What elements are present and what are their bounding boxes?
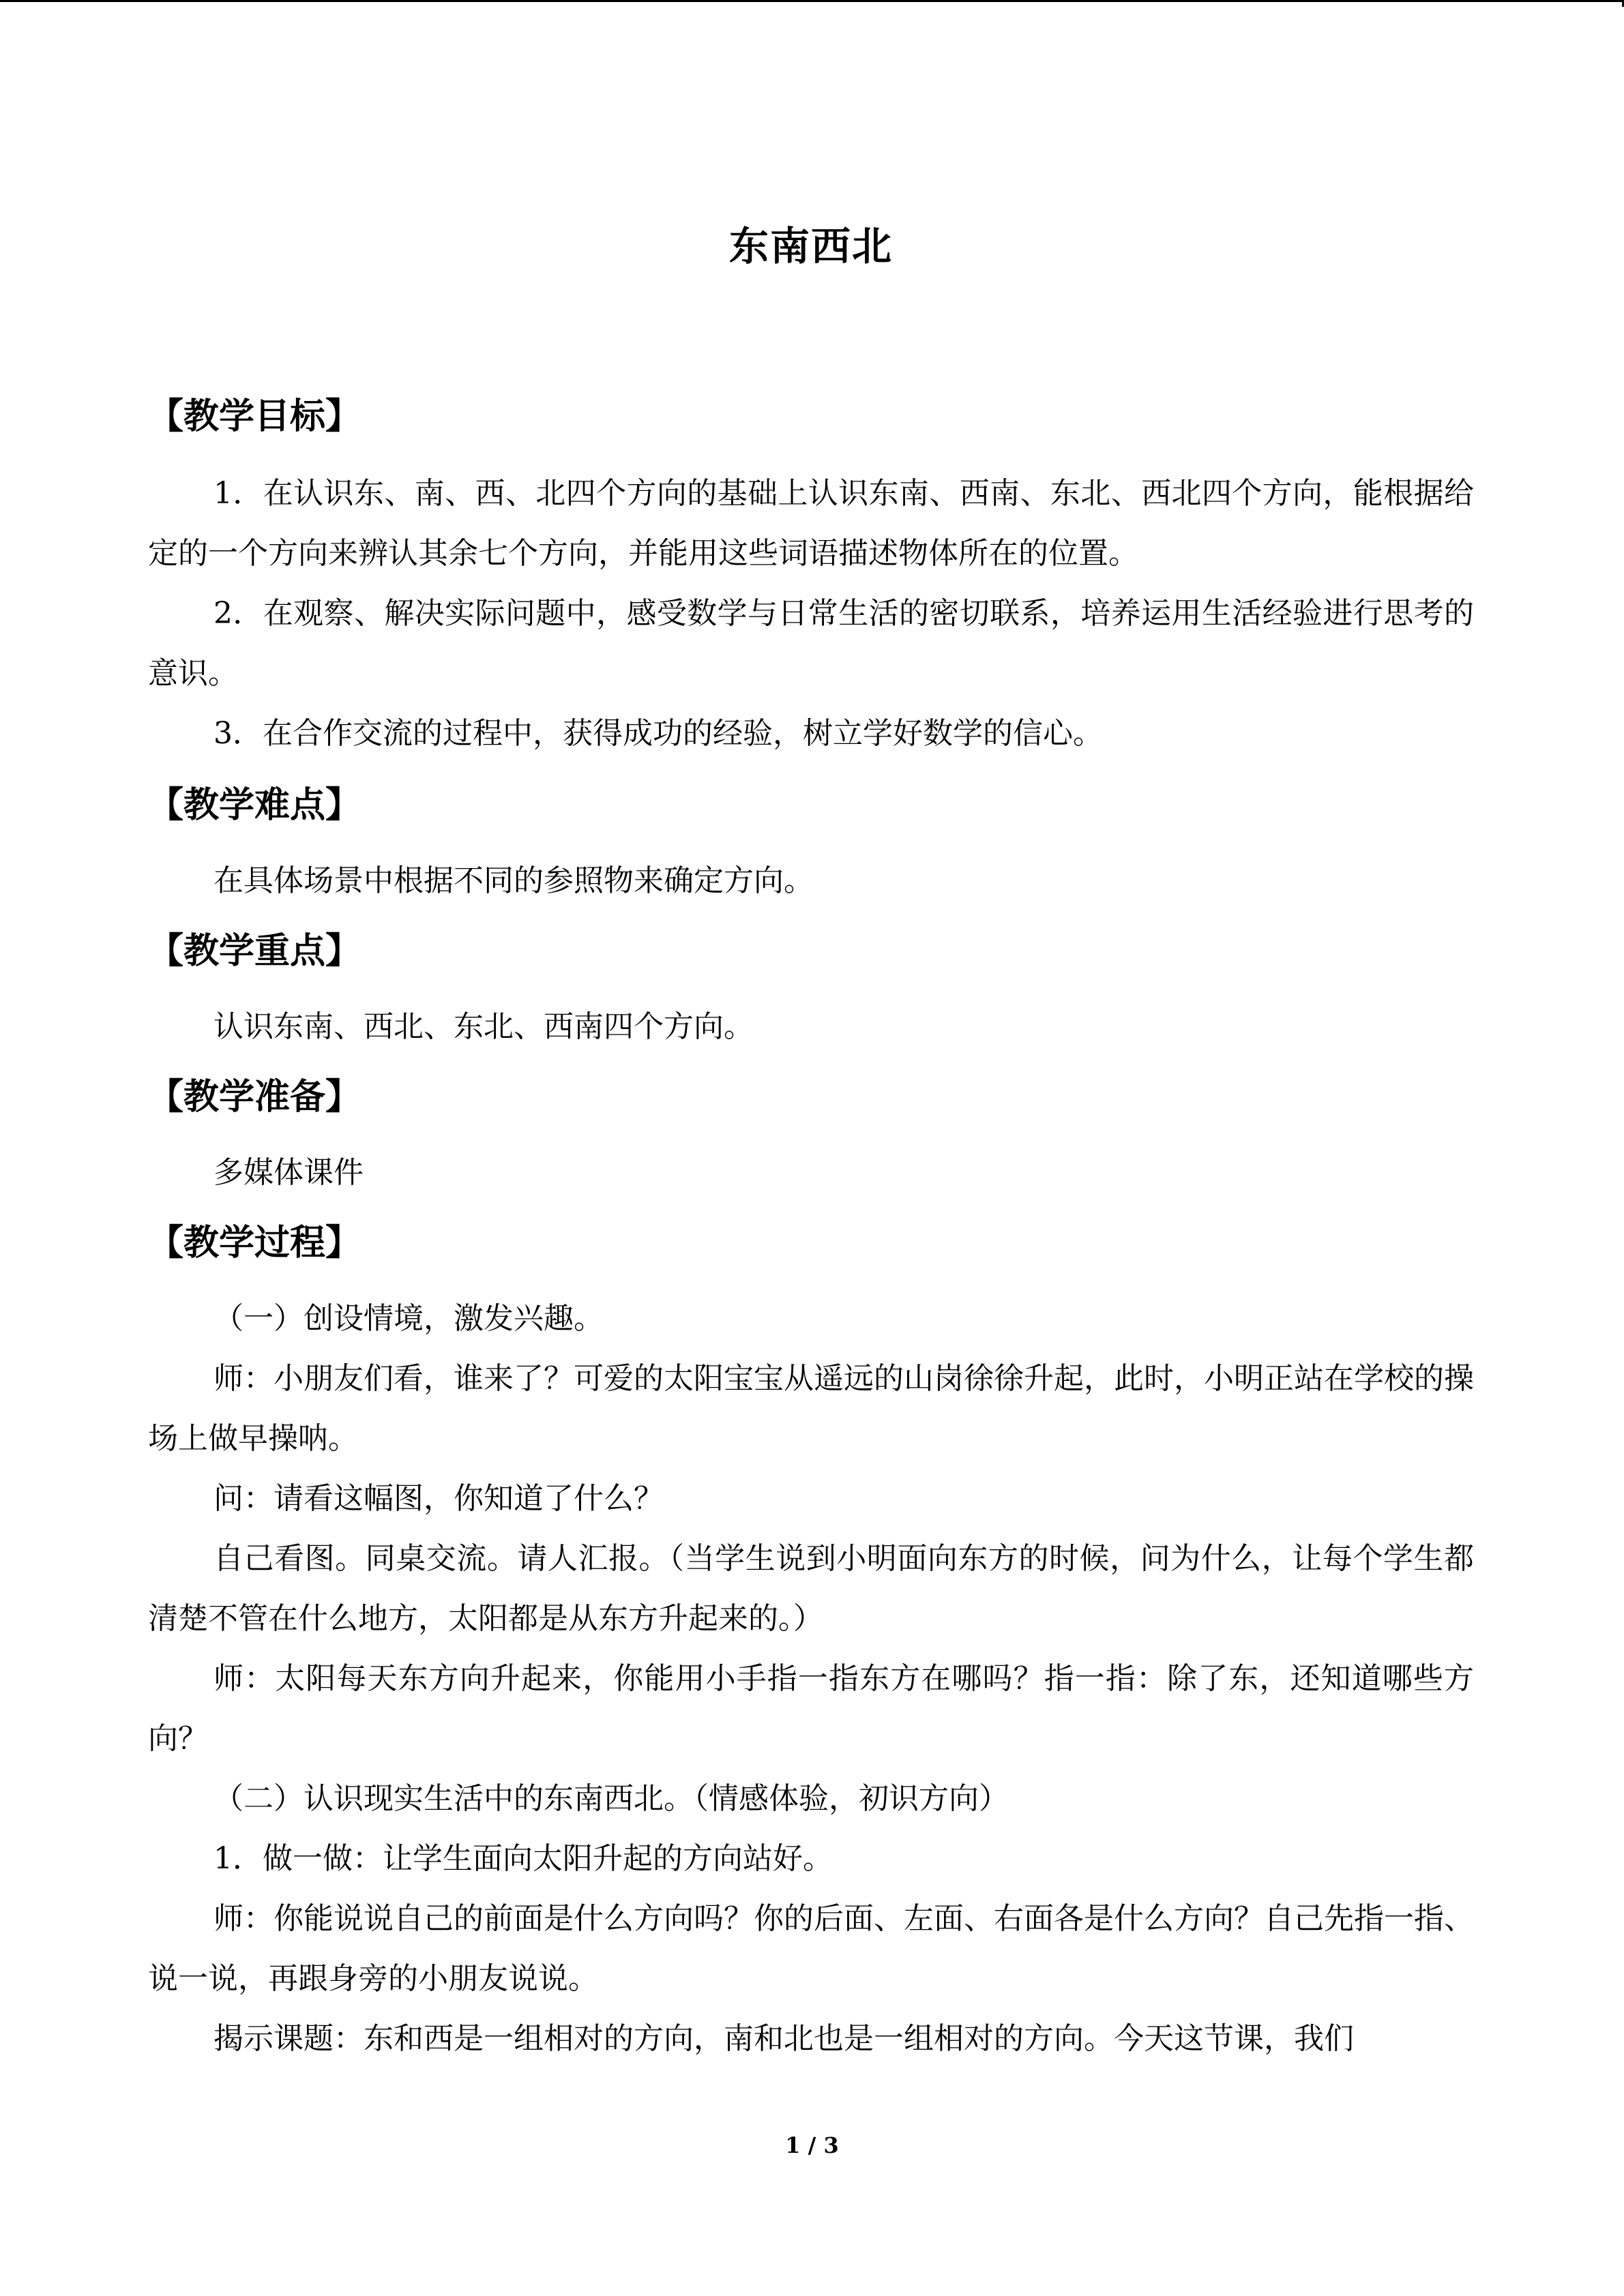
process-paragraph: 自己看图。同桌交流。请人汇报。（当学生说到小明面向东方的时候，问为什么，让每个学生都清楚不管在什么地方，太阳都是从东方升起来的。） bbox=[148, 1541, 1474, 1636]
goal-item-3: 3．在合作交流的过程中，获得成功的经验，树立学好数学的信心。 bbox=[213, 716, 1103, 751]
goal-item-1: 1．在认识东、南、西、北四个方向的基础上认识东南、西南、东北、西北四个方向，能根据给定的一个方向来辨认其余七个方向，并能用这些词语描述物体所在的位置。 bbox=[148, 476, 1474, 571]
heading-teaching-key-point: 【教学重点】 bbox=[148, 931, 361, 972]
process-paragraph: （二）认识现实生活中的东南西北。（情感体验，初识方向） bbox=[213, 1781, 1009, 1816]
heading-teaching-difficulty: 【教学难点】 bbox=[148, 785, 361, 826]
process-paragraph: 师：太阳每天东方向升起来，你能用小手指一指东方在哪吗？指一指：除了东，还知道哪些方向？ bbox=[148, 1661, 1474, 1756]
heading-teaching-goals: 【教学目标】 bbox=[148, 396, 361, 437]
process-paragraph: （一）创设情境，激发兴趣。 bbox=[213, 1301, 604, 1336]
process-paragraph: 问：请看这幅图，你知道了什么？ bbox=[213, 1481, 664, 1516]
heading-teaching-preparation: 【教学准备】 bbox=[148, 1077, 361, 1118]
page-title: 东南西北 bbox=[728, 223, 893, 269]
process-paragraph: 师：小朋友们看，谁来了？可爱的太阳宝宝从遥远的山岗徐徐升起，此时，小明正站在学校的操场上做早操呐。 bbox=[148, 1361, 1474, 1456]
goal-item-2: 2．在观察、解决实际问题中，感受数学与日常生活的密切联系，培养运用生活经验进行思考的意识。 bbox=[148, 596, 1474, 691]
process-paragraph: 1．做一做：让学生面向太阳升起的方向站好。 bbox=[213, 1841, 833, 1876]
heading-teaching-process: 【教学过程】 bbox=[148, 1223, 361, 1264]
key-point-text: 认识东南、西北、东北、西南四个方向。 bbox=[213, 1009, 754, 1044]
preparation-text: 多媒体课件 bbox=[213, 1155, 364, 1190]
page-top-border bbox=[0, 0, 1624, 2]
process-paragraph: 揭示课题：东和西是一组相对的方向，南和北也是一组相对的方向。今天这节课，我们 bbox=[213, 2021, 1354, 2056]
process-paragraph: 师：你能说说自己的前面是什么方向吗？你的后面、左面、右面各是什么方向？自己先指一指、说一说，再跟身旁的小朋友说说。 bbox=[148, 1901, 1474, 1996]
difficulty-text: 在具体场景中根据不同的参照物来确定方向。 bbox=[213, 863, 814, 898]
page-number: 1 / 3 bbox=[785, 2132, 839, 2158]
